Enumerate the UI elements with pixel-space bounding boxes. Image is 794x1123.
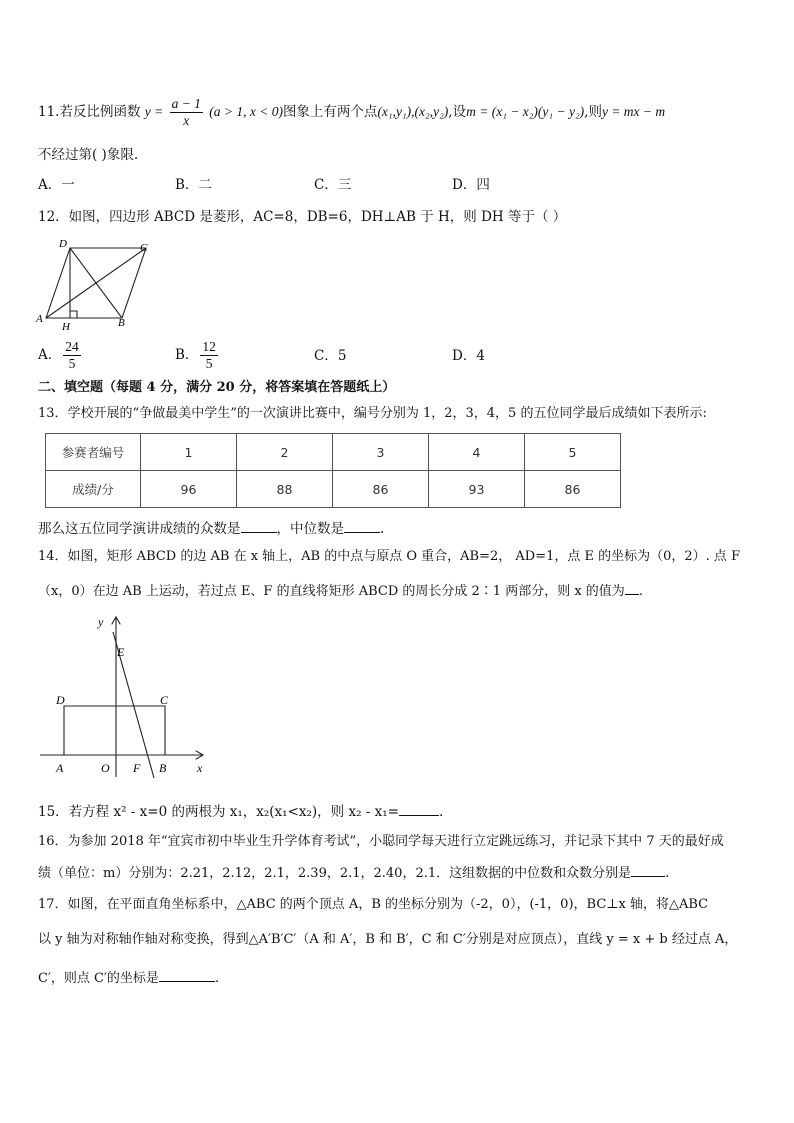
table-cell: 参赛者编号 (46, 434, 141, 471)
label-a: A (36, 313, 43, 325)
label-c: C (160, 693, 169, 707)
q12-rhombus-figure (34, 236, 154, 332)
answer-blank[interactable] (625, 580, 639, 595)
answer-blank[interactable] (631, 862, 665, 877)
table-cell: 96 (141, 471, 237, 508)
q13-score-table (45, 433, 621, 508)
q17-line1: 17．如图，在平面直角坐标系中，△ABC 的两个顶点 A，B 的坐标分别为（-2，0），(-1，0)，BC⊥x 轴，将△ABC (38, 897, 709, 912)
table-row (46, 471, 621, 508)
answer-blank[interactable] (344, 518, 380, 533)
table-cell: 88 (237, 471, 333, 508)
q12-option-b: B． $\frac{12}{5}$ (175, 339, 216, 371)
q12-option-d: D．4 (452, 348, 485, 364)
rectangle-abcd (64, 706, 165, 755)
q12-option-c: C．5 (314, 348, 347, 364)
label-a: A (56, 761, 64, 775)
q16-line1: 16．为参加 2018 年“宜宾市初中毕业生升学体育考试”，小聪同学每天进行立定跳远练习，并记录下其中 7 天的最好成 (38, 834, 724, 849)
q11-fraction: $\frac{a - 1}{x}$ (171, 96, 201, 128)
q11-line1: 11.若反比例函数 y = $\frac{a - 1}{x}$ (a > 1, x < 0)图象上有两个点(x₁,y₁),(x₂,y₂),设m = (x₁ − x₂)(y₁ − y₂),则y = mx − m (38, 96, 666, 128)
right-angle-mark (70, 311, 77, 318)
q17-line2: 以 y 轴为对称轴作轴对称变换，得到△A′B′C′（A 和 A′，B 和 B′，C 和 C′分别是对应顶点），直线 y = x + b 经过点 A， (38, 932, 738, 947)
q15-stem: 15．若方程 x² - x=0 的两根为 x₁，x₂(x₁<x₂)，则 x₂ - x₁= . (38, 801, 443, 822)
q12-option-a-fraction: $\frac{24}{5}$ (65, 339, 79, 371)
q16-line2: 绩（单位：m）分别为：2.21，2.12，2.1，2.39，2.1，2.40，2.1．这组数据的中位数和众数分别是 . (38, 862, 669, 884)
label-h: H (62, 321, 70, 332)
table-cell: 成绩/分 (46, 471, 141, 508)
q11-line2: 不经过第( )象限. (38, 147, 139, 163)
q12-option-a: A． $\frac{24}{5}$ (38, 339, 79, 371)
section-heading-fill-in: 二、填空题（每题 4 分，满分 20 分，将答案填在答题纸上） (38, 380, 396, 395)
table-row (46, 434, 621, 471)
table-cell: 86 (525, 471, 621, 508)
q11-option-c: C．三 (314, 177, 352, 193)
label-b: B (118, 317, 125, 329)
label-d: D (56, 693, 65, 707)
q12-option-b-fraction: $\frac{12}{5}$ (202, 339, 216, 371)
label-c: C (140, 242, 148, 254)
label-d: D (59, 238, 67, 250)
label-f: F (133, 761, 141, 775)
label-y: y (98, 615, 104, 629)
q14-coordinate-figure (34, 612, 224, 782)
q11-option-b: B．二 (175, 177, 212, 193)
table-cell: 2 (237, 434, 333, 471)
table-cell: 86 (333, 471, 429, 508)
answer-blank[interactable] (159, 967, 215, 982)
q17-line3: C′，则点 C′的坐标是 . (38, 967, 219, 989)
table-cell: 3 (333, 434, 429, 471)
q13-question: 那么这五位同学演讲成绩的众数是 ，中位数是 . (38, 518, 384, 539)
diagonal-db (70, 248, 122, 318)
answer-blank[interactable] (241, 518, 277, 533)
q13-stem: 13．学校开展的“争做最美中学生”的一次演讲比赛中，编号分别为 1，2，3，4，5 的五位同学最后成绩如下表所示: (38, 406, 707, 421)
q11-option-d: D．四 (452, 177, 490, 193)
answer-blank[interactable] (399, 801, 439, 816)
table-cell: 93 (429, 471, 525, 508)
table-cell: 4 (429, 434, 525, 471)
q14-line2: （x，0）在边 AB 上运动，若过点 E、F 的直线将矩形 ABCD 的周长分成 2∶1 两部分，则 x 的值为 . (38, 580, 643, 602)
label-b: B (159, 761, 167, 775)
table-cell: 5 (525, 434, 621, 471)
q12-stem: 12．如图，四边形 ABCD 是菱形，AC=8，DB=6，DH⊥AB 于 H，则 DH 等于（ ） (38, 209, 567, 225)
label-o: O (101, 761, 110, 775)
table-cell: 1 (141, 434, 237, 471)
q14-line1: 14．如图，矩形 ABCD 的边 AB 在 x 轴上，AB 的中点与原点 O 重合，AB=2， AD=1，点 E 的坐标为（0，2）. 点 F (38, 549, 741, 564)
label-x: x (197, 761, 203, 775)
label-e: E (117, 645, 125, 659)
q11-option-a: A．一 (38, 177, 75, 193)
